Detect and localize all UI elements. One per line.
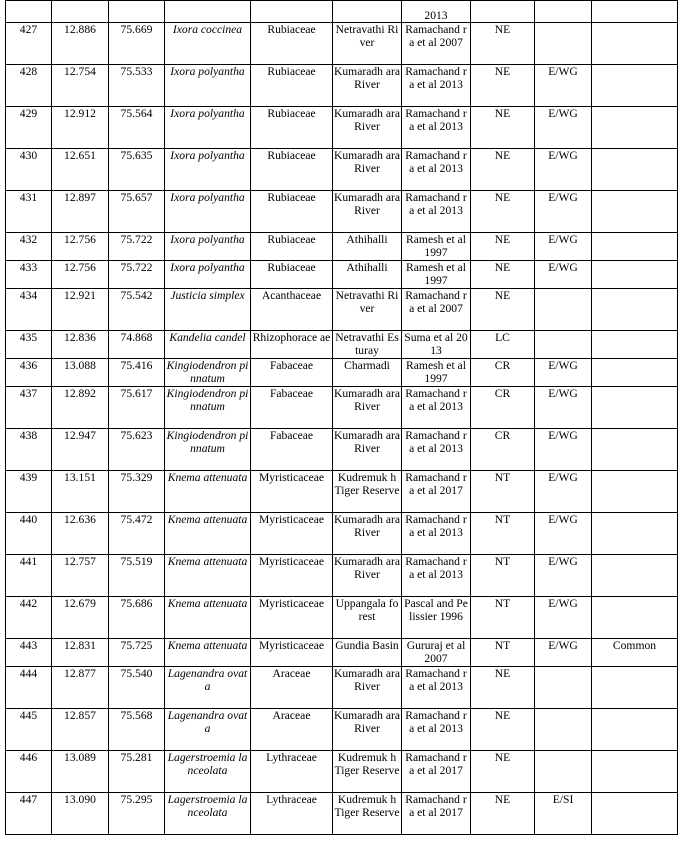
cell-reference: Ramachand ra et al 2013 [402, 149, 471, 191]
cell-lon: 75.568 [109, 709, 165, 751]
cell-locality: Kumaradh ara River [333, 107, 402, 149]
cell-lon: 75.329 [109, 471, 165, 513]
cell-status: NE [471, 191, 535, 233]
cell-remark [592, 555, 678, 597]
cell-species: Lagerstroemia lanceolata [165, 793, 251, 835]
cell-reference: Ramachand ra et al 2017 [402, 471, 471, 513]
cell-locality: Uppangala forest [333, 597, 402, 639]
cell-lon: 75.281 [109, 751, 165, 793]
cell-num: 445 [6, 709, 52, 751]
cell-species: Justicia simplex [165, 289, 251, 331]
cell-lat: 13.151 [52, 471, 109, 513]
cell-locality: Kumaradh ara River [333, 513, 402, 555]
table-row [6, 107, 678, 149]
cell-reference: 2013 [402, 1, 471, 23]
cell-status: NE [471, 667, 535, 709]
table-row [6, 751, 678, 793]
cell-species: Ixora polyantha [165, 149, 251, 191]
cell-status: NE [471, 793, 535, 835]
cell-species: Lagerstroemia lanceolata [165, 751, 251, 793]
cell-remark [592, 471, 678, 513]
cell-lon: 75.722 [109, 261, 165, 289]
cell-num: 429 [6, 107, 52, 149]
cell-lon: 75.472 [109, 513, 165, 555]
cell-species: Kingiodendron pinnatum [165, 387, 251, 429]
cell-lat: 12.892 [52, 387, 109, 429]
cell-lat: 13.089 [52, 751, 109, 793]
cell-reference: Suma et al 2013 [402, 331, 471, 359]
cell-remark [592, 359, 678, 387]
table-row [6, 709, 678, 751]
cell-lon: 75.686 [109, 597, 165, 639]
cell-locality: Charmadi [333, 359, 402, 387]
cell-locality: Kumaradh ara River [333, 709, 402, 751]
cell-reference: Pascal and Pelissier 1996 [402, 597, 471, 639]
table-row [6, 359, 678, 387]
cell-remark [592, 429, 678, 471]
cell-endemic [535, 667, 592, 709]
cell-status: NE [471, 149, 535, 191]
table-body [6, 1, 678, 835]
table-row [6, 793, 678, 835]
cell-endemic [535, 289, 592, 331]
cell-num: 446 [6, 751, 52, 793]
cell-endemic [535, 709, 592, 751]
cell-status: NE [471, 233, 535, 261]
cell-reference: Ramachand ra et al 2013 [402, 107, 471, 149]
cell-endemic: E/WG [535, 261, 592, 289]
cell-family: Myristicaceae [251, 513, 333, 555]
cell-remark [592, 709, 678, 751]
cell-species: Kandelia candel [165, 331, 251, 359]
cell-status: NE [471, 751, 535, 793]
cell-num: 432 [6, 233, 52, 261]
cell-remark: Common [592, 639, 678, 667]
cell-family: Rubiaceae [251, 107, 333, 149]
table-row [6, 289, 678, 331]
cell-remark [592, 331, 678, 359]
cell-num: 433 [6, 261, 52, 289]
cell-status: NE [471, 709, 535, 751]
table-row [6, 191, 678, 233]
cell-num: 441 [6, 555, 52, 597]
cell-remark [592, 261, 678, 289]
cell-endemic: E/WG [535, 597, 592, 639]
cell-num: 435 [6, 331, 52, 359]
cell-lat: 12.756 [52, 233, 109, 261]
cell-endemic: E/WG [535, 359, 592, 387]
table-row [6, 23, 678, 65]
cell-num: 440 [6, 513, 52, 555]
cell-endemic: E/WG [535, 555, 592, 597]
cell-lat: 12.877 [52, 667, 109, 709]
cell-species: Knema attenuata [165, 639, 251, 667]
table-row [6, 597, 678, 639]
cell-remark [592, 513, 678, 555]
cell-family: Rubiaceae [251, 233, 333, 261]
table-row [6, 387, 678, 429]
cell-species: Knema attenuata [165, 471, 251, 513]
cell-status: NT [471, 513, 535, 555]
cell-family: Fabaceae [251, 429, 333, 471]
table-row [6, 555, 678, 597]
cell-reference: Ramachand ra et al 2013 [402, 429, 471, 471]
cell-endemic [535, 751, 592, 793]
cell-locality: Kumaradh ara River [333, 555, 402, 597]
cell-family: Rubiaceae [251, 191, 333, 233]
cell-lat: 13.088 [52, 359, 109, 387]
cell-lat: 12.857 [52, 709, 109, 751]
cell-locality: Athihalli [333, 261, 402, 289]
cell-reference: Ramesh et al 1997 [402, 359, 471, 387]
cell-lat: 12.679 [52, 597, 109, 639]
cell-lon: 75.416 [109, 359, 165, 387]
cell-endemic: E/WG [535, 387, 592, 429]
cell-endemic [535, 1, 592, 23]
cell-num: 431 [6, 191, 52, 233]
cell-num: 439 [6, 471, 52, 513]
cell-reference: Ramachand ra et al 2013 [402, 387, 471, 429]
cell-family: Fabaceae [251, 359, 333, 387]
cell-species: Kingiodendron pinnatum [165, 359, 251, 387]
table-row [6, 261, 678, 289]
cell-status: NE [471, 23, 535, 65]
cell-lon: 75.617 [109, 387, 165, 429]
cell-lon: 75.725 [109, 639, 165, 667]
cell-num: 438 [6, 429, 52, 471]
cell-status: NE [471, 289, 535, 331]
cell-species: Ixora polyantha [165, 233, 251, 261]
cell-remark [592, 1, 678, 23]
cell-remark [592, 65, 678, 107]
cell-locality: Kudremuk h Tiger Reserve [333, 793, 402, 835]
cell-reference: Ramachand ra et al 2017 [402, 793, 471, 835]
cell-lon: 75.657 [109, 191, 165, 233]
cell-status: NE [471, 107, 535, 149]
cell-lat: 12.947 [52, 429, 109, 471]
cell-status [471, 1, 535, 23]
cell-num: 428 [6, 65, 52, 107]
cell-family: Acanthaceae [251, 289, 333, 331]
cell-num: 430 [6, 149, 52, 191]
cell-status: CR [471, 387, 535, 429]
cell-num [6, 1, 52, 23]
cell-endemic: E/WG [535, 639, 592, 667]
cell-locality [333, 1, 402, 23]
cell-num: 436 [6, 359, 52, 387]
cell-locality: Netravathi River [333, 289, 402, 331]
cell-family: Rubiaceae [251, 261, 333, 289]
cell-lat [52, 1, 109, 23]
cell-num: 447 [6, 793, 52, 835]
cell-locality: Kumaradh ara River [333, 65, 402, 107]
cell-lon: 75.722 [109, 233, 165, 261]
table-row [6, 65, 678, 107]
cell-lon: 75.519 [109, 555, 165, 597]
cell-endemic: E/WG [535, 513, 592, 555]
cell-locality: Athihalli [333, 233, 402, 261]
cell-num: 437 [6, 387, 52, 429]
cell-remark [592, 107, 678, 149]
cell-num: 444 [6, 667, 52, 709]
cell-family: Rhizophorace ae [251, 331, 333, 359]
cell-remark [592, 149, 678, 191]
cell-family: Fabaceae [251, 387, 333, 429]
cell-status: CR [471, 429, 535, 471]
cell-lon: 75.564 [109, 107, 165, 149]
cell-lat: 12.756 [52, 261, 109, 289]
cell-reference: Ramachand ra et al 2013 [402, 667, 471, 709]
cell-remark [592, 667, 678, 709]
cell-lat: 12.886 [52, 23, 109, 65]
cell-endemic: E/WG [535, 191, 592, 233]
cell-locality: Kumaradh ara River [333, 191, 402, 233]
cell-reference: Ramachand ra et al 2013 [402, 65, 471, 107]
cell-locality: Kudremuk h Tiger Reserve [333, 471, 402, 513]
table-row-continued [6, 1, 678, 23]
cell-endemic: E/WG [535, 429, 592, 471]
cell-lat: 12.754 [52, 65, 109, 107]
cell-status: NT [471, 471, 535, 513]
cell-locality: Gundia Basin [333, 639, 402, 667]
cell-lat: 12.757 [52, 555, 109, 597]
cell-endemic: E/WG [535, 107, 592, 149]
cell-reference: Ramachand ra et al 2013 [402, 191, 471, 233]
cell-remark [592, 793, 678, 835]
cell-lon: 75.295 [109, 793, 165, 835]
cell-lon: 75.669 [109, 23, 165, 65]
cell-family: Araceae [251, 709, 333, 751]
cell-family: Rubiaceae [251, 149, 333, 191]
cell-species: Lagenandra ovata [165, 709, 251, 751]
cell-lat: 12.912 [52, 107, 109, 149]
cell-endemic [535, 23, 592, 65]
cell-remark [592, 191, 678, 233]
cell-reference: Ramachand ra et al 2013 [402, 709, 471, 751]
cell-species: Ixora polyantha [165, 191, 251, 233]
cell-remark [592, 597, 678, 639]
cell-endemic: E/WG [535, 233, 592, 261]
cell-lon: 74.868 [109, 331, 165, 359]
table-row [6, 233, 678, 261]
cell-endemic: E/SI [535, 793, 592, 835]
cell-reference: Ramachand ra et al 2017 [402, 751, 471, 793]
cell-family: Lythraceae [251, 793, 333, 835]
cell-lon [109, 1, 165, 23]
cell-reference: Ramachand ra et al 2007 [402, 23, 471, 65]
cell-family: Rubiaceae [251, 23, 333, 65]
cell-locality: Kumaradh ara River [333, 429, 402, 471]
cell-lon: 75.533 [109, 65, 165, 107]
cell-lat: 12.921 [52, 289, 109, 331]
cell-family: Myristicaceae [251, 597, 333, 639]
cell-lat: 12.636 [52, 513, 109, 555]
cell-num: 442 [6, 597, 52, 639]
table-row [6, 471, 678, 513]
cell-status: NT [471, 639, 535, 667]
table-row [6, 429, 678, 471]
cell-endemic [535, 331, 592, 359]
cell-status: NE [471, 65, 535, 107]
cell-family: Myristicaceae [251, 555, 333, 597]
cell-family: Araceae [251, 667, 333, 709]
cell-endemic: E/WG [535, 65, 592, 107]
table-row [6, 513, 678, 555]
cell-remark [592, 289, 678, 331]
species-table [5, 0, 678, 835]
cell-family: Myristicaceae [251, 639, 333, 667]
cell-locality: Kumaradh ara River [333, 387, 402, 429]
cell-reference: Gururaj et al 2007 [402, 639, 471, 667]
cell-status: NE [471, 261, 535, 289]
cell-species [165, 1, 251, 23]
cell-lon: 75.540 [109, 667, 165, 709]
cell-status: CR [471, 359, 535, 387]
cell-remark [592, 751, 678, 793]
cell-remark [592, 233, 678, 261]
cell-reference: Ramachand ra et al 2007 [402, 289, 471, 331]
cell-lon: 75.542 [109, 289, 165, 331]
table-row [6, 639, 678, 667]
cell-species: Ixora polyantha [165, 107, 251, 149]
cell-endemic: E/WG [535, 149, 592, 191]
cell-species: Ixora polyantha [165, 65, 251, 107]
cell-num: 427 [6, 23, 52, 65]
cell-lat: 12.651 [52, 149, 109, 191]
cell-family: Myristicaceae [251, 471, 333, 513]
cell-endemic: E/WG [535, 471, 592, 513]
cell-species: Ixora coccinea [165, 23, 251, 65]
cell-lat: 12.831 [52, 639, 109, 667]
cell-reference: Ramachand ra et al 2013 [402, 555, 471, 597]
cell-family [251, 1, 333, 23]
cell-locality: Kumaradh ara River [333, 667, 402, 709]
cell-locality: Kudremuk h Tiger Reserve [333, 751, 402, 793]
cell-locality: Kumaradh ara River [333, 149, 402, 191]
cell-lon: 75.623 [109, 429, 165, 471]
cell-family: Rubiaceae [251, 65, 333, 107]
cell-reference: Ramachand ra et al 2013 [402, 513, 471, 555]
cell-species: Kingiodendron pinnatum [165, 429, 251, 471]
cell-locality: Netravathi River [333, 23, 402, 65]
cell-species: Ixora polyantha [165, 261, 251, 289]
cell-num: 434 [6, 289, 52, 331]
cell-reference: Ramesh et al 1997 [402, 233, 471, 261]
cell-family: Lythraceae [251, 751, 333, 793]
cell-species: Knema attenuata [165, 555, 251, 597]
table-row [6, 331, 678, 359]
cell-num: 443 [6, 639, 52, 667]
cell-reference: Ramesh et al 1997 [402, 261, 471, 289]
cell-locality: Netravathi Esturay [333, 331, 402, 359]
cell-species: Knema attenuata [165, 597, 251, 639]
table-row [6, 667, 678, 709]
cell-status: NT [471, 597, 535, 639]
table-row [6, 149, 678, 191]
cell-remark [592, 387, 678, 429]
cell-species: Knema attenuata [165, 513, 251, 555]
cell-species: Lagenandra ovata [165, 667, 251, 709]
cell-lat: 12.897 [52, 191, 109, 233]
cell-lat: 13.090 [52, 793, 109, 835]
cell-lon: 75.635 [109, 149, 165, 191]
cell-status: LC [471, 331, 535, 359]
cell-lat: 12.836 [52, 331, 109, 359]
cell-remark [592, 23, 678, 65]
cell-status: NT [471, 555, 535, 597]
